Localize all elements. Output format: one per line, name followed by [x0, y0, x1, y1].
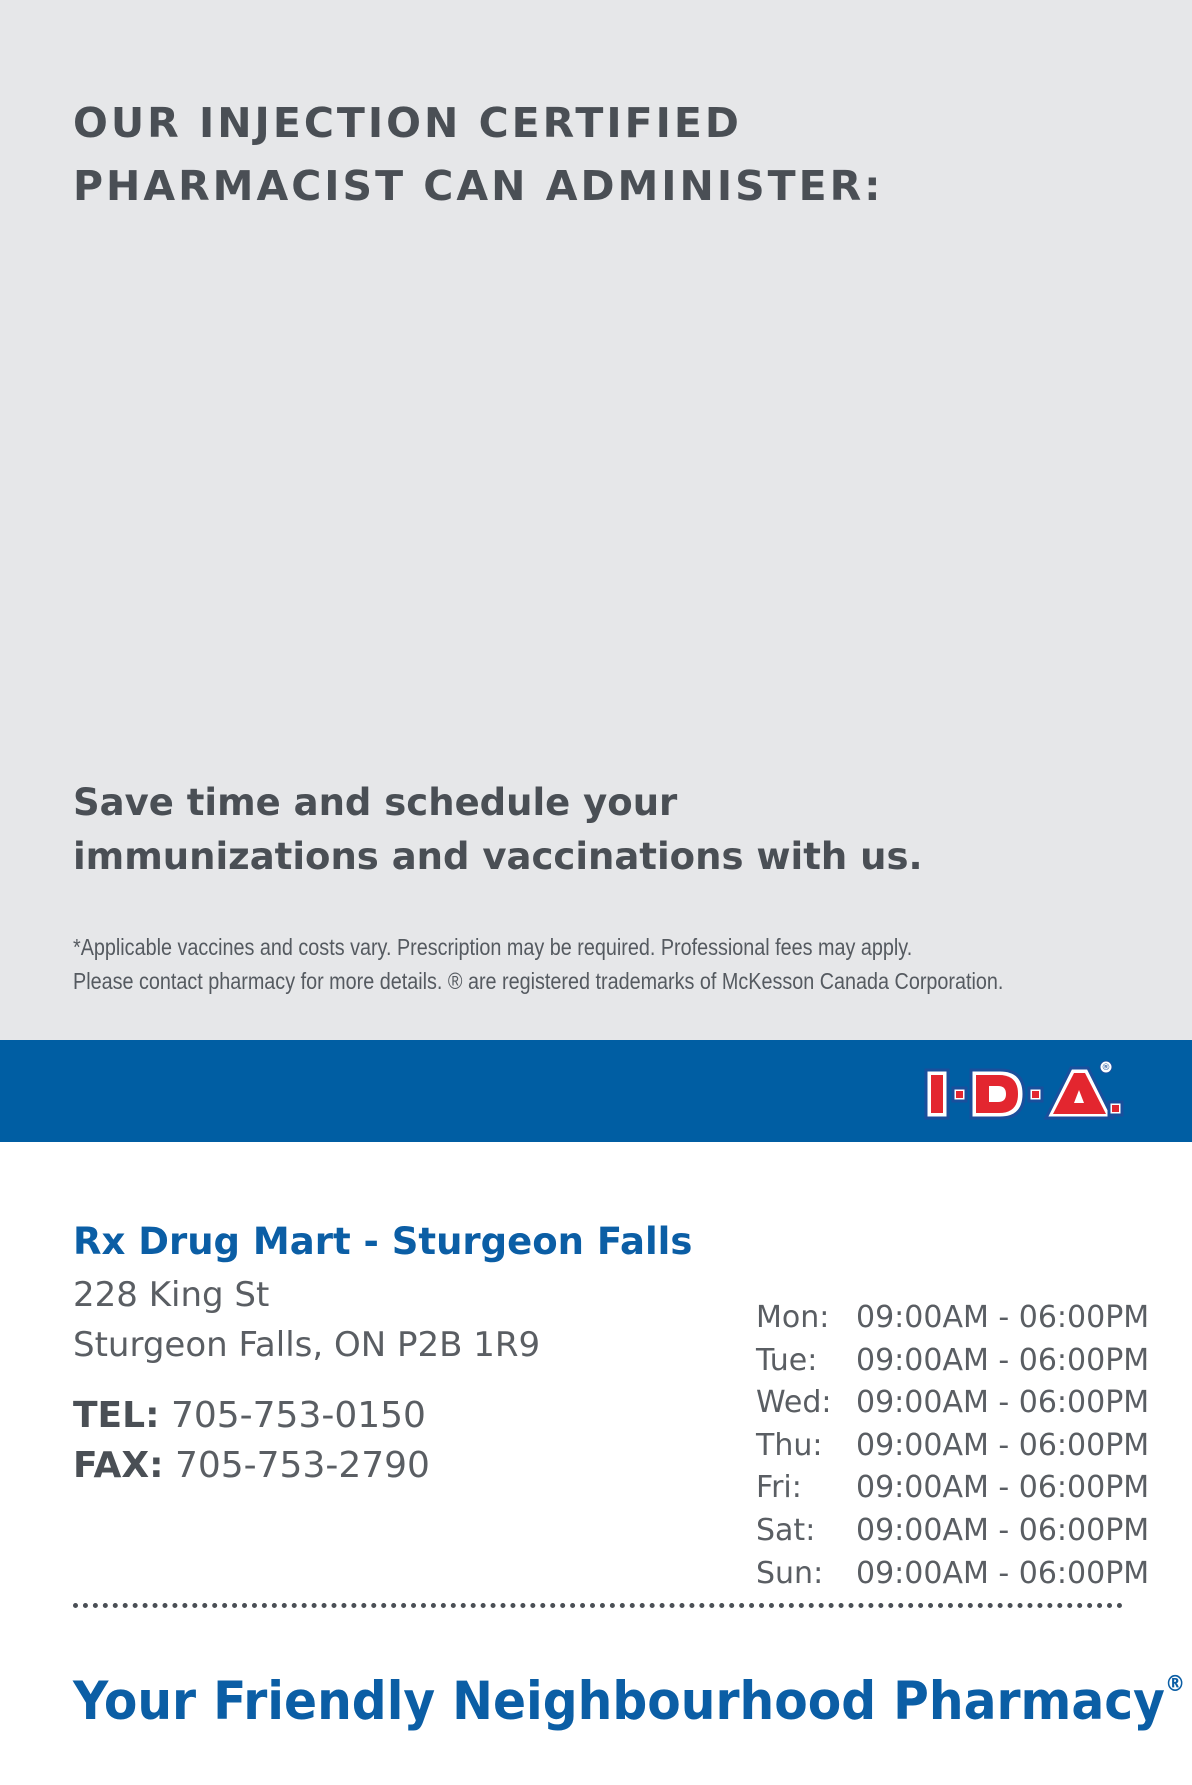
- hours-day: Mon:: [756, 1300, 830, 1335]
- hours-time: 09:00AM - 06:00PM: [856, 1512, 1150, 1548]
- fax-number: 705-753-2790: [174, 1445, 430, 1486]
- title-line: OUR INJECTION CERTIFIED: [73, 99, 742, 147]
- title-line: PHARMACIST CAN ADMINISTER:: [73, 162, 884, 210]
- hours-day: Sun:: [756, 1555, 824, 1591]
- tagline-registered-mark: ®: [1164, 1672, 1186, 1697]
- hours-time: 09:00AM - 06:00PM: [856, 1427, 1150, 1463]
- hours-day: Sat:: [756, 1512, 816, 1548]
- hours-day: Tue:: [756, 1342, 818, 1378]
- hours-day: Thu:: [756, 1427, 823, 1463]
- disclaimer-line: *Applicable vaccines and costs vary. Prescription may be required. Professional fees may apply.: [73, 934, 913, 960]
- schedule-message: [73, 776, 923, 884]
- schedule-line: Save time and schedule your: [73, 781, 678, 824]
- disclaimer: [73, 930, 1003, 998]
- dotted-divider: [73, 1603, 1123, 1608]
- hours-time: 09:00AM - 06:00PM: [856, 1342, 1150, 1378]
- fax-row: [73, 1441, 430, 1491]
- address-line: Sturgeon Falls, ON P2B 1R9: [73, 1325, 541, 1365]
- hours-row: [756, 1340, 1149, 1383]
- hours-row: [756, 1382, 1149, 1425]
- page-title: [73, 92, 884, 218]
- fax-label: FAX:: [73, 1445, 164, 1486]
- tel-number[interactable]: 705-753-0150: [170, 1395, 426, 1436]
- store-address: [73, 1270, 540, 1370]
- hours-row: [756, 1553, 1149, 1596]
- hours-row: [756, 1510, 1149, 1553]
- schedule-line: immunizations and vaccinations with us.: [73, 835, 923, 878]
- disclaimer-line: Please contact pharmacy for more details. ® are registered trademarks of McKesson Canada Corporation.: [73, 968, 1004, 994]
- address-line: 228 King St: [73, 1275, 270, 1315]
- tagline: [73, 1650, 1185, 1737]
- phone-row: [73, 1391, 430, 1441]
- ida-logo: [920, 1058, 1126, 1126]
- hours-row: [756, 1297, 1149, 1340]
- tagline-text: Your Friendly Neighbourhood Pharmacy: [73, 1671, 1165, 1732]
- store-hours: [756, 1297, 1149, 1595]
- hours-time: 09:00AM - 06:00PM: [856, 1555, 1150, 1591]
- hours-time: 09:00AM - 06:00PM: [856, 1470, 1150, 1506]
- contact-info: [73, 1391, 430, 1491]
- tel-label: TEL:: [73, 1395, 160, 1436]
- hours-row: [756, 1467, 1149, 1510]
- store-name: Rx Drug Mart - Sturgeon Falls: [73, 1220, 693, 1263]
- hours-time: 09:00AM - 06:00PM: [856, 1385, 1150, 1421]
- hours-day: Fri:: [756, 1470, 802, 1506]
- hours-row: [756, 1425, 1149, 1468]
- hours-day: Wed:: [756, 1385, 832, 1421]
- hours-time: 09:00AM - 06:00PM: [856, 1300, 1150, 1335]
- registered-mark: ®: [1101, 1063, 1111, 1073]
